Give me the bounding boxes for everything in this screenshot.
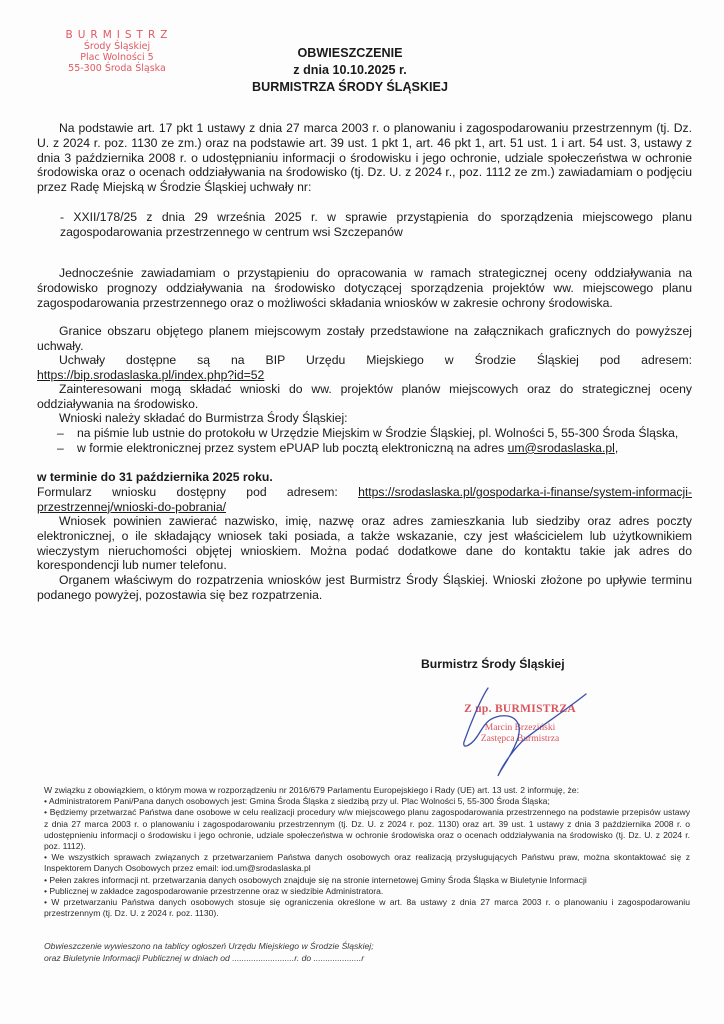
dash-bullet: – [57, 440, 64, 455]
bip-link[interactable]: https://bip.srodaslaska.pl/index.php?id=52 [37, 367, 265, 382]
submit-option-paper [37, 426, 692, 441]
gdpr-item: • We wszystkich sprawach związanych z przetwarzaniem Państwa danych osobowych oraz realizacją przysługujących Państwu praw, można skontaktować się z Inspektorem Danych Osobowych przez email: iod.um@srodaslaska.pl [44, 852, 690, 874]
authority-paragraph: Organem właściwym do rozpatrzenia wniosków jest Burmistrz Środy Śląskiej. Wnioski złożone po upływie terminu podanego powyżej, pozostawia się bez rozpatrzenia. [37, 573, 692, 602]
bip-paragraph [37, 353, 692, 383]
submit-option-text: w formie elektronicznej przez system ePUAP lub pocztą elektroniczną na adres [77, 440, 508, 455]
boundaries-paragraph: Granice obszaru objętego planem miejscowym zostały przedstawione na załącznikach graficznych do powyższej uchwały. [37, 324, 692, 353]
gdpr-intro: W związku z obowiązkiem, o którym mowa w rozporządzeniu nr 2016/679 Parlamentu Europejskiego i Rady (UE) art. 13 ust. 2 informuję, że: [44, 785, 579, 795]
submit-option-suffix: , [614, 440, 619, 455]
document-date: z dnia 10.10.2025 r. [293, 63, 407, 77]
signatory-title: Burmistrz Środy Śląskiej [421, 657, 565, 671]
document-header [230, 45, 470, 96]
handwritten-signature [440, 680, 600, 780]
intro-paragraph: Na podstawie art. 17 pkt 1 ustawy z dnia 27 marca 2003 r. o planowaniu i zagospodarowaniu przestrzennym (tj. Dz. U. z 2024 r. poz. 1130 ze zm.) oraz na podstawie art. 39 ust. 1 pkt 1, art. 46 pkt 1, art. 51 ust. 1 i art. 54 ust. 3, ustawy z dnia 3 października 2008 r. o udostępnianiu informacji o środowisku i jego ochronie, udziale społeczeństwa w ochronie środowiska oraz o ocenach oddziaływania na środowisko (tj. Dz. U. z 2024 r., poz. 1112 ze zm.) zawiadamiam o podjęciu przez Radę Miejską w Środzie Śląskiej uchwały nr: [37, 121, 692, 195]
stamp-line: Plac Wolności 5 [80, 52, 154, 63]
email-link[interactable]: um@srodaslaska.pl [507, 440, 615, 455]
gdpr-item: • Pełen zakres informacji nt. przetwarzania danych osobowych znajduje się na stronie internetowej Gminy Środa Śląska w Biuletynie Informacji [44, 874, 587, 885]
stamp-role: Zastępca Burmistrza [480, 734, 560, 744]
stamp-line: Środy Śląskiej [83, 41, 151, 52]
form-text: Formularz wniosku dostępny pod adresem: [37, 485, 359, 499]
mayor-office-stamp [52, 30, 182, 74]
gdpr-item: • Publicznej w zakładce zagospodarowanie przestrzenne oraz w siedzibie Administratora. [44, 885, 384, 896]
submit-options-list [37, 426, 692, 456]
gdpr-notice [44, 785, 690, 919]
gdpr-item: • Administratorem Pani/Pana danych osobowych jest: Gmina Środa Śląska z siedzibą przy ul. Plac Wolności 5, 55-300 Środa Śląska; [44, 796, 550, 807]
dash-bullet: – [57, 426, 64, 440]
posting-footer [44, 940, 464, 964]
strategic-assessment-paragraph: Jednocześnie zawiadamiam o przystąpieniu do opracowania w ramach strategicznej oceny oddziaływania na środowisko prognozy oddziaływania na środowisko dotyczącej sporządzenia projektów ww. miejscowego planu zagospodarowania przestrzennego oraz o możliwości składania wniosków w zakresie ochrony środowiska. [37, 266, 692, 310]
submit-option-electronic [37, 441, 692, 456]
stamp-line: 55-300 Środa Śląska [68, 63, 166, 74]
document-issuer: BURMISTRZA ŚRODY ŚLĄSKIEJ [252, 80, 448, 94]
application-content-paragraph: Wniosek powinien zawierać nazwisko, imię, nazwę oraz adres zamieszkania lub siedziby oraz adres poczty elektronicznej, o ile składający wniosek taki posiada, a także wskazanie, czy jest właścicielem lub użytkownikiem wieczystym nieruchomości objętej wnioskiem. Można podać dodatkowe dane do kontaktu takie jak adres do korespondencji lub numer telefonu. [37, 514, 692, 573]
stamp-name: Marcin Brzeziński [484, 723, 556, 733]
bip-text: Uchwały dostępne są na BIP Urzędu Miejskiego w Środzie Śląskiej pod adresem: [59, 353, 692, 367]
footer-line: oraz Biuletynie Informacji Publicznej w dniach od ..........................r. do ....................r [44, 953, 365, 963]
deadline-notice: w terminie do 31 października 2025 roku. [37, 470, 273, 484]
submit-option-text: na piśmie lub ustnie do protokołu w Urzędzie Miejskim w Środzie Śląskiej, pl. Wolności 5, 55-300 Środa Śląska, [77, 426, 679, 440]
gdpr-item: • Będziemy przetwarzać Państwa dane osobowe w celu realizacji procedury w/w miejscowego planu zagospodarowania przestrzennego na podstawie przepisów ustawy z dnia 27 marca 2003 r. o planowaniu i zagospodarowaniu przestrzennym (tj. Dz. U. z 2024 r. poz. 1130) oraz art. 39 ust. 1 ustawy z dnia 3 października 2008 r. o udostępnieniu informacji o środowisku i jego ochronie, udziale społeczeństwa w ochronie środowiska oraz o ocenach oddziaływania na środowisko (tj. Dz. U. z 2024 r. poz. 1112). [44, 807, 690, 852]
interested-paragraph: Zainteresowani mogą składać wnioski do ww. projektów planów miejscowych oraz do strategicznej oceny oddziaływania na środowisko. [37, 382, 692, 411]
submit-paragraph: Wnioski należy składać do Burmistrza Środy Śląskiej: [59, 411, 348, 425]
gdpr-item: • W przetwarzaniu Państwa danych osobowych stosuje się ograniczenia określone w art. 8a ustawy z dnia 27 marca 2003 r. o planowaniu i zagospodarowaniu przestrzennym (tj. Dz. U. z 2024 r. poz. 1130). [44, 897, 690, 919]
document-title: OBWIESZCZENIE [297, 46, 403, 60]
stamp-authorization: Z up. BURMISTRZA [464, 703, 576, 715]
footer-line: Obwieszczenie wywieszono na tablicy ogłoszeń Urzędu Miejskiego w Środzie Śląskiej; [44, 941, 374, 951]
stamp-title: BURMISTRZ [65, 29, 173, 41]
form-link[interactable]: https://srodaslaska.pl/gospodarka-i-finanse/system-informacji-przestrzennej/wnioski-do-pobrania/ [37, 485, 692, 514]
resolution-item: - XXII/178/25 z dnia 29 września 2025 r. w sprawie przystąpienia do sporządzenia miejscowego planu zagospodarowania przestrzennego w centrum wsi Szczepanów [60, 210, 692, 239]
form-paragraph [37, 485, 692, 515]
